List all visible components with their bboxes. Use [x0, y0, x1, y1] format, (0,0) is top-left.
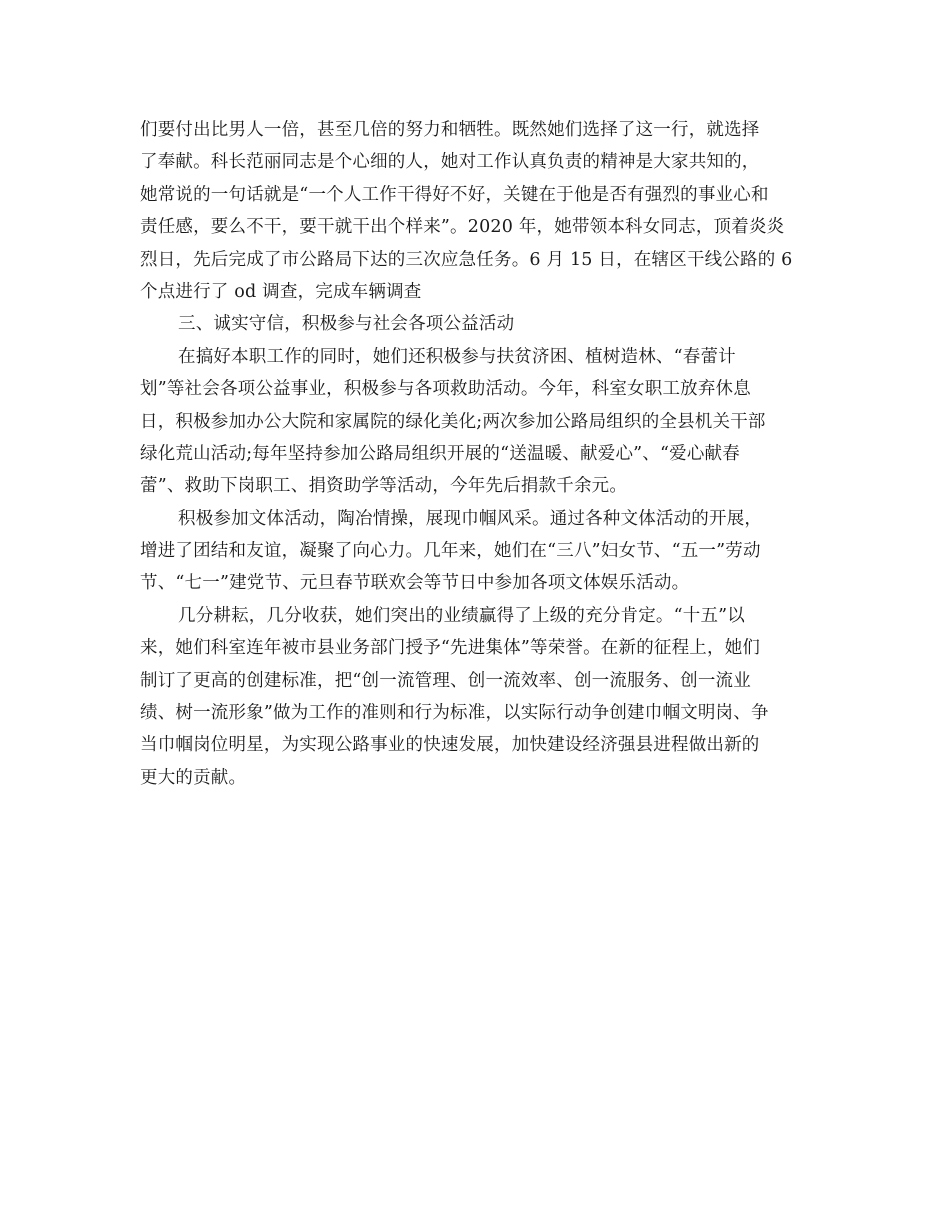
text-line: 个点进行了 od 调查，完成车辆调查	[140, 281, 422, 302]
paragraph-4	[140, 600, 812, 794]
text-line: 她常说的一句话就是“一个人工作干得好不好，关键在于他是否有强烈的事业心和	[140, 184, 769, 205]
text-line: 增进了团结和友谊，凝聚了向心力。几年来，她们在“三八”妇女节、“五一”劳动	[140, 541, 761, 562]
text-line: 了奉献。科长范丽同志是个心细的人，她对工作认真负责的精神是大家共知的，	[140, 152, 760, 173]
section-heading-text: 三、诚实守信，积极参与社会各项公益活动	[178, 314, 515, 335]
text-line: 当巾帼岗位明星，为实现公路事业的快速发展，加快建设经济强县进程做出新的	[140, 735, 760, 756]
text-line: 绿化荒山活动;每年坚持参加公路局组织开展的“送温暖、献爱心”、“爱心献春	[140, 443, 740, 464]
text-line: 绩、树一流形象”做为工作的准则和行为标准，以实际行动争创建巾帼文明岗、争	[140, 703, 769, 724]
paragraph-3	[140, 503, 812, 600]
text-line: 划”等社会各项公益事业，积极参与各项救助活动。今年，科室女职工放弃休息	[140, 379, 751, 400]
text-line: 在搞好本职工作的同时，她们还积极参与扶贫济困、植树造林、“春蕾计	[178, 346, 736, 367]
text-line: 日，积极参加办公大院和家属院的绿化美化;两次参加公路局组织的全县机关干部	[140, 411, 766, 432]
paragraph-1	[140, 114, 812, 308]
document-body	[140, 114, 812, 794]
text-line: 更大的贡献。	[140, 767, 247, 788]
text-line: 们要付出比男人一倍，甚至几倍的努力和牺牲。既然她们选择了这一行，就选择	[140, 120, 760, 140]
text-line: 蕾”、救助下岗职工、捐资助学等活动，今年先后捐款千余元。	[140, 476, 628, 497]
text-line: 几分耕耘，几分收获，她们突出的业绩赢得了上级的充分肯定。“十五”以	[178, 605, 745, 626]
text-line: 烈日，先后完成了市公路局下达的三次应急任务。6 月 15 日，在辖区干线公路的 6	[140, 249, 793, 270]
text-line: 制订了更高的创建标准，把“创一流管理、创一流效率、创一流服务、创一流业	[140, 670, 751, 691]
section-heading	[140, 308, 812, 340]
text-line: 节、“七一”建党节、元旦春节联欢会等节日中参加各项文体娱乐活动。	[140, 573, 690, 594]
text-line: 来，她们科室连年被市县业务部门授予“先进集体”等荣誉。在新的征程上，她们	[140, 638, 761, 659]
paragraph-2	[140, 341, 812, 503]
text-line: 责任感，要么不干，要干就干出个样来”。2020 年，她带领本科女同志，顶着炎炎	[140, 217, 785, 238]
text-line: 积极参加文体活动，陶冶情操，展现巾帼风采。通过各种文体活动的开展，	[178, 508, 763, 529]
